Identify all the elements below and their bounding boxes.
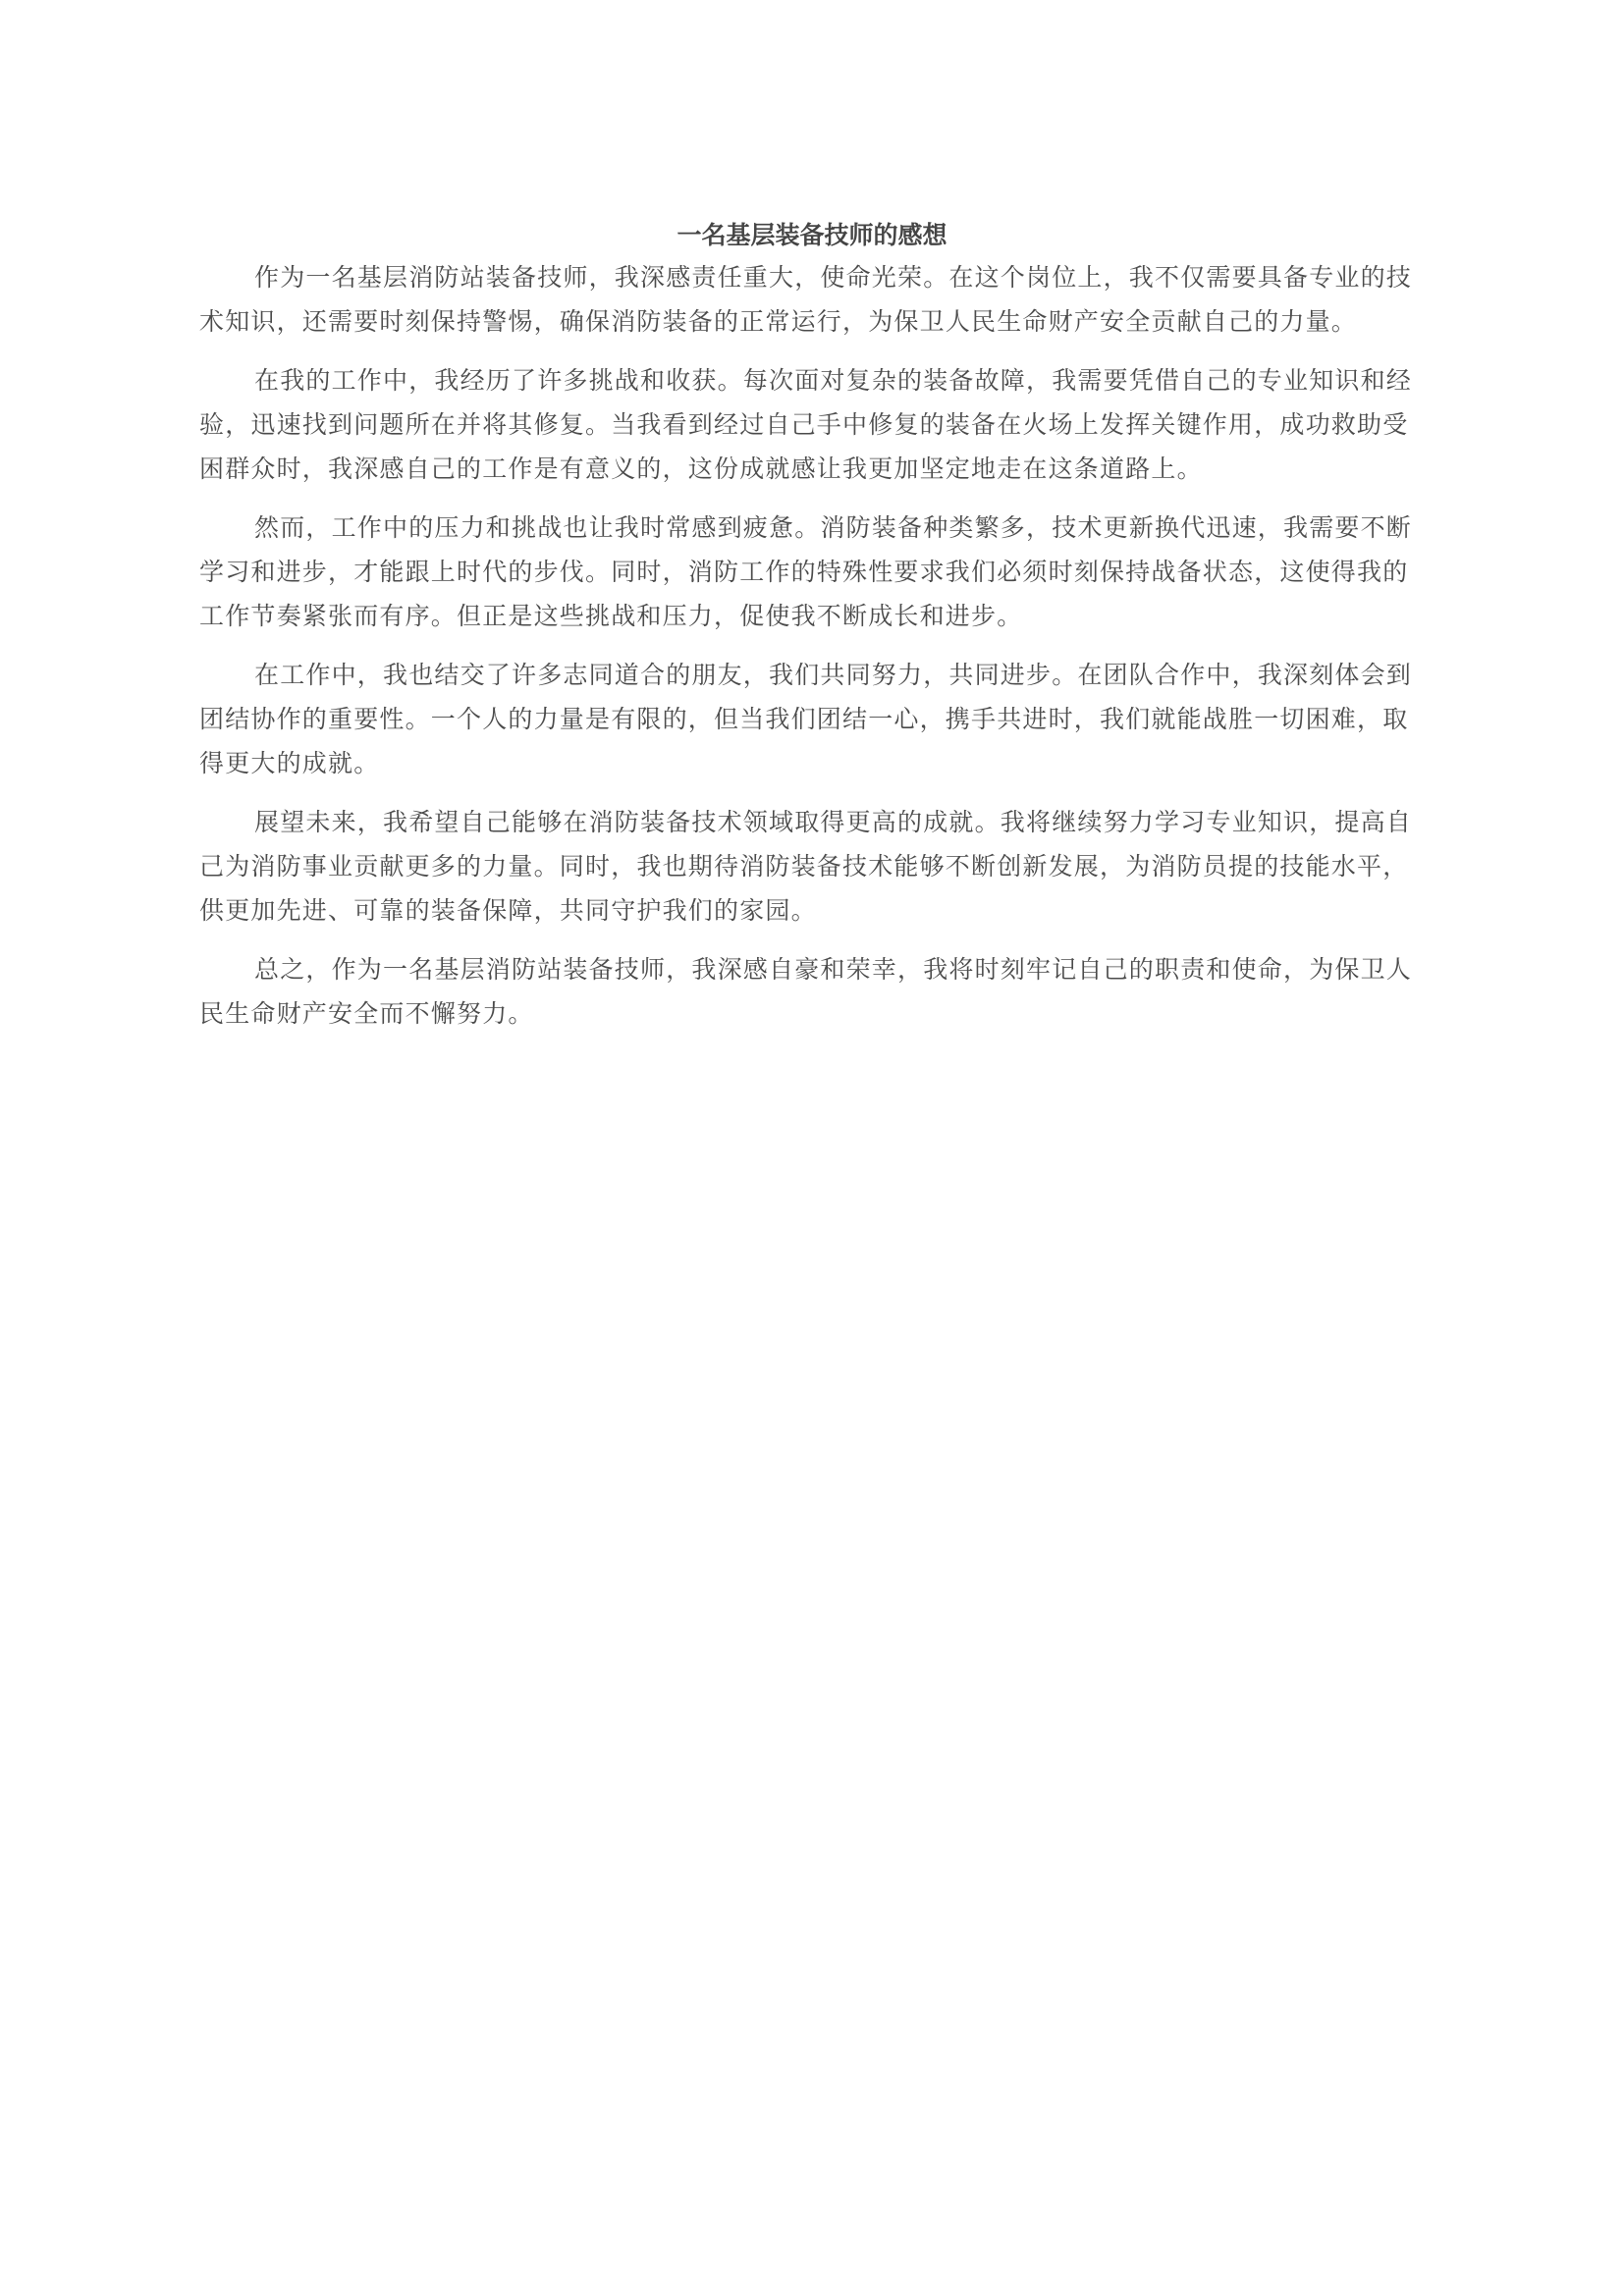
paragraph	[199, 653, 1438, 785]
paragraph-line: 工作节奏紧张而有序。但正是这些挑战和压力，促使我不断成长和进步。	[199, 602, 1023, 630]
document-title: 一名基层装备技师的感想	[677, 221, 947, 249]
paragraph-line: 得更大的成就。	[199, 749, 380, 777]
paragraph-line: 总之，作为一名基层消防站装备技师，我深感自豪和荣幸，我将时刻牢记自己的职责和使命，为保卫人	[254, 955, 1413, 984]
paragraph-line: 然而，工作中的压力和挑战也让我时常感到疲惫。消防装备种类繁多，技术更新换代迅速，我需要不断	[254, 513, 1413, 542]
paragraph-line: 供更加先进、可靠的装备保障，共同守护我们的家园。	[199, 896, 817, 925]
paragraph-line: 民生命财产安全而不懈努力。	[199, 999, 534, 1028]
paragraph	[199, 255, 1438, 344]
document-body	[199, 255, 1438, 1050]
paragraph	[199, 358, 1438, 491]
paragraph-line: 团结协作的重要性。一个人的力量是有限的，但当我们团结一心，携手共进时，我们就能战胜一切困难，取	[199, 705, 1409, 733]
paragraph	[199, 800, 1438, 933]
paragraph-line: 己为消防事业贡献更多的力量。同时，我也期待消防装备技术能够不断创新发展，为消防员提的技能水平，	[199, 852, 1409, 881]
paragraph-line: 展望未来，我希望自己能够在消防装备技术领域取得更高的成就。我将继续努力学习专业知识，提高自	[254, 808, 1413, 836]
paragraph-line: 困群众时，我深感自己的工作是有意义的，这份成就感让我更加坚定地走在这条道路上。	[199, 454, 1203, 483]
paragraph-line: 在工作中，我也结交了许多志同道合的朋友，我们共同努力，共同进步。在团队合作中，我深刻体会到	[254, 661, 1413, 689]
paragraph	[199, 947, 1438, 1036]
paragraph-line: 在我的工作中，我经历了许多挑战和收获。每次面对复杂的装备故障，我需要凭借自己的专业知识和经	[254, 366, 1413, 395]
paragraph-line: 术知识，还需要时刻保持警惕，确保消防装备的正常运行，为保卫人民生命财产安全贡献自己的力量。	[199, 307, 1358, 336]
paragraph-line: 验，迅速找到问题所在并将其修复。当我看到经过自己手中修复的装备在火场上发挥关键作用，成功救助受	[199, 410, 1409, 439]
paragraph-line: 学习和进步，才能跟上时代的步伐。同时，消防工作的特殊性要求我们必须时刻保持战备状态，这使得我的	[199, 558, 1409, 586]
paragraph-line: 作为一名基层消防站装备技师，我深感责任重大，使命光荣。在这个岗位上，我不仅需要具备专业的技	[254, 263, 1413, 292]
paragraph	[199, 506, 1438, 638]
